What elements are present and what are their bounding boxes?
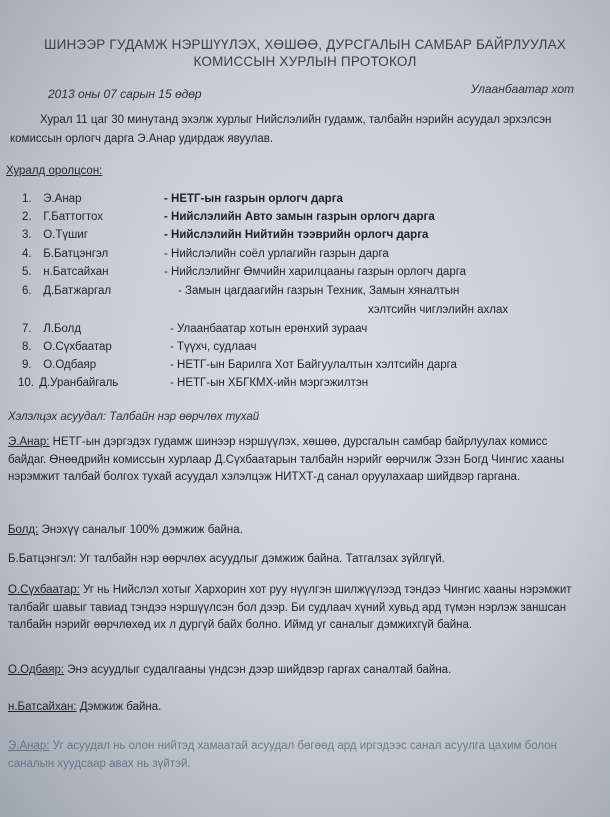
statement-text: НЕТГ-ын дэргэдэх гудамж шинээр нэршүүлэх, хөшөө, дурсгалын самбар байрлуулах комисс байдаг. Өнөөдрийн комиссын хурлаар Д.Сүхбаатарын талбайн нэрийг өөрчилж Эзэн Богд Чингис хааны нэрэмжит талбай болгох тухай асуудал хэлэлцэж НИТХТ-д санал оруулахаар шийдвэр гаргана.: [8, 436, 565, 483]
intro-paragraph: Хурал 11 цаг 30 минутанд эхэлж хурлыг Нийслэлийн гудамж, талбайн нэрийн асуудал эрхэлсэн комиссын орлогч дарга Э.Анар удирдаж явуулав.: [10, 114, 552, 145]
statement-paragraph: [8, 522, 580, 540]
attendee-name: Д.Уранбайгаль: [39, 377, 119, 389]
document-title: [20, 36, 590, 70]
attendee-name: Э.Анар: [43, 193, 82, 205]
statement-text: Уг асуудал нь олон нийтэд хамаатай асуудал бөгөөд ард иргэдээс санал асуулга цахим болон саналын хуудсаар авах нь зүйтэй.: [8, 740, 557, 770]
attendee-row: [22, 211, 103, 223]
statement-paragraph: [8, 662, 580, 680]
attendee-num: 1.: [22, 193, 32, 205]
attendee-num: 3.: [22, 229, 32, 241]
speaker-name: О.Сүхбаатар:: [8, 584, 80, 596]
document-date: 2013 оны 07 сарын 15 өдөр: [48, 87, 202, 101]
statement-text: Энэхүү саналыг 100% дэмжиж байна.: [38, 524, 243, 536]
attendee-name: Г.Баттогтох: [43, 211, 104, 223]
attendee-num: 4.: [22, 248, 32, 260]
statement-paragraph: [8, 738, 580, 773]
attendee-row: [22, 248, 108, 260]
attendee-role: - Нийслэлийн соёл урлагийн газрын дарга: [164, 248, 389, 260]
statement-paragraph: [8, 551, 580, 569]
attendee-num: 5.: [22, 266, 32, 278]
statement-text: Уг нь Нийслэл хотыг Хархорин хот руу нүүлгэн шилжүүлээд тэндээ Чингис хааны нэрэмжит талбайг шавыг тавиад тэндээ нэршүүлсэн бол дээр. Би судлаач хүний хувьд ард түмэн нэрлэж заншсан талбайн нэрийг өөрчлөхөд их л дургүй байх болно. Иймд уг саналыг дэмжихгүй байна.: [8, 584, 572, 631]
statement-text: Дэмжиж байна.: [76, 701, 162, 713]
attendee-row: [22, 285, 111, 297]
attendee-role: - Түүхч, судлаач: [170, 341, 257, 353]
attendee-row: [18, 377, 118, 389]
attendee-num: 7.: [22, 323, 32, 335]
title-line-1: ШИНЭЭР ГУДАМЖ НЭРШҮҮЛЭХ, ХӨШӨӨ, ДУРСГАЛЫН САМБАР БАЙРЛУУЛАХ: [44, 37, 566, 52]
statement-paragraph: [8, 434, 580, 487]
statement-paragraph: [8, 582, 580, 635]
attendee-row: [22, 229, 88, 241]
speaker-name: Э.Анар:: [8, 740, 50, 752]
attendee-num: 9.: [22, 359, 32, 371]
title-line-2: КОМИССЫН ХУРЛЫН ПРОТОКОЛ: [193, 54, 417, 69]
speaker-name: Болд:: [8, 524, 39, 536]
attendee-num: 8.: [22, 341, 32, 353]
attendee-name: О.Одбаяр: [43, 359, 97, 371]
attendees-heading: Хуралд оролцсон:: [6, 165, 103, 177]
attendee-role: - НЕТГ-ын ХБГКМХ-ийн мэргэжилтэн: [170, 377, 369, 389]
attendee-role: - Замын цагдаагийн газрын Техник, Замын хяналтын: [178, 285, 460, 297]
attendee-role: - Нийслэлийнг Өмчийн харилцааны газрын орлогч дарга: [164, 266, 467, 278]
speaker-name: н.Батсайхан:: [8, 701, 77, 713]
speaker-name: Б.Батцэнгэл:: [8, 553, 77, 565]
attendee-role: - НЕТГ-ын газрын орлогч дарга: [164, 193, 343, 205]
agenda-line: Хэлэлцэх асуудал: Талбайн нэр өөрчлөх тухай: [8, 411, 260, 423]
attendee-row: [22, 193, 81, 205]
attendee-role-cont: хэлтсийн чиглэлийн ахлах: [368, 304, 509, 316]
statement-paragraph: [8, 699, 580, 717]
attendee-row: [22, 359, 96, 371]
attendee-name: н.Батсайхан: [43, 266, 109, 278]
attendee-row: [22, 266, 109, 278]
attendee-name: Д.Батжаргал: [43, 285, 112, 297]
attendee-num: 6.: [22, 285, 32, 297]
speaker-name: Э.Анар:: [8, 436, 50, 448]
attendee-name: О.Сүхбаатар: [43, 341, 112, 353]
statement-text: Энэ асуудлыг судалгааны үндсэн дээр шийдвэр гаргах санaлтай байна.: [64, 664, 452, 676]
attendee-name: Б.Батцэнгэл: [43, 248, 109, 260]
attendee-role: - Нийслэлийн Авто замын газрын орлогч дарга: [164, 211, 435, 223]
attendee-num: 10.: [18, 377, 34, 389]
attendee-name: О.Түшиг: [43, 229, 88, 241]
speaker-name: О.Одбаяр:: [8, 664, 65, 676]
attendee-num: 2.: [22, 211, 32, 223]
attendee-row: [22, 323, 81, 335]
attendee-role: - Нийслэлийн Нийтийн тээврийн орлогч дарга: [164, 229, 429, 241]
attendee-row: [22, 341, 112, 353]
attendee-role: - НЕТГ-ын Барилга Хот Байгуулалтын хэлтсийн дарга: [170, 359, 457, 371]
attendee-name: Л.Болд: [43, 323, 82, 335]
statement-text: Уг талбайн нэр өөрчлөх асуудлыг дэмжиж байна. Татгалзах зүйлгүй.: [76, 553, 445, 565]
attendee-role: - Улаанбаатар хотын ерөнхий зураач: [170, 323, 368, 335]
document-city: Улаанбаатар хот: [470, 82, 574, 96]
